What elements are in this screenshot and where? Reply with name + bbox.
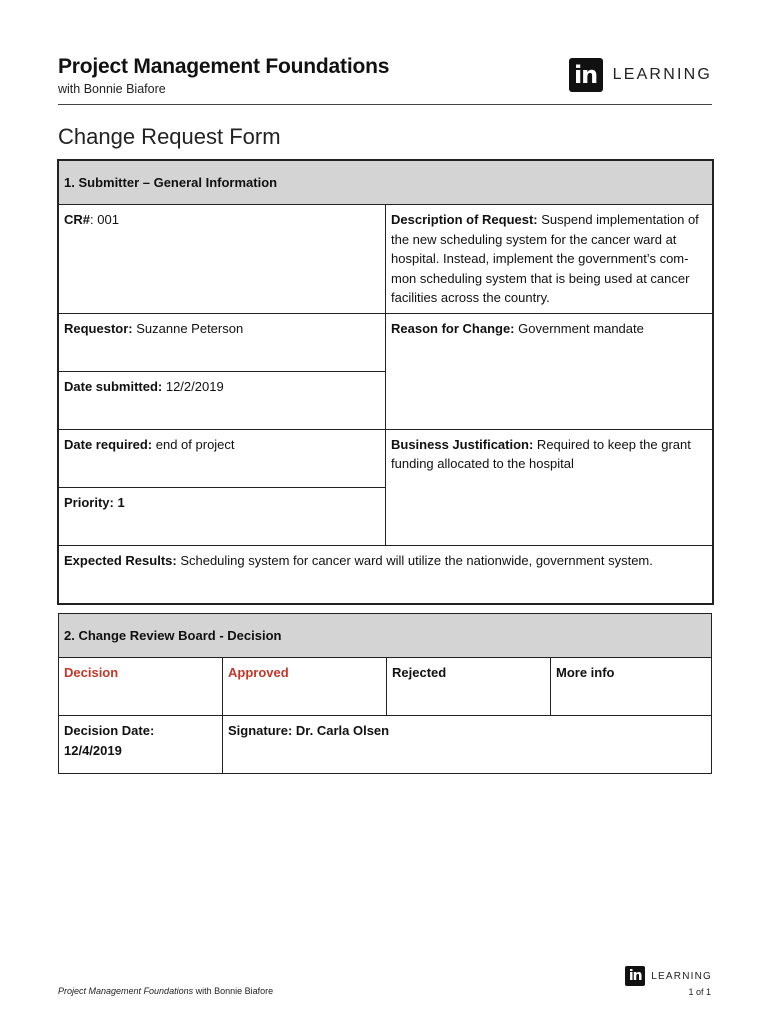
decision-label: Decision bbox=[64, 665, 119, 680]
description-cell bbox=[386, 205, 713, 314]
linkedin-footer-icon: in bbox=[625, 966, 645, 986]
date-required-value: end of project bbox=[152, 436, 235, 452]
course-title: Project Management Foundations bbox=[58, 55, 390, 78]
decision-date-cell bbox=[59, 716, 223, 774]
decision-date-value: 12/4/2019 bbox=[64, 742, 122, 758]
footer-author: with Bonnie Biafore bbox=[193, 986, 274, 996]
footer-logo-wordmark: LEARNING bbox=[651, 970, 712, 982]
approved-label: Approved bbox=[228, 665, 289, 680]
linkedin-icon: in bbox=[569, 58, 603, 92]
cr-value: : 001 bbox=[90, 212, 119, 227]
review-board-table bbox=[58, 613, 712, 774]
decision-cell bbox=[59, 658, 223, 716]
date-submitted-value: 12/2/2019 bbox=[162, 378, 224, 394]
priority-label: Priority: 1 bbox=[64, 494, 125, 510]
signature-cell bbox=[223, 716, 712, 774]
logo-wordmark: LEARNING bbox=[612, 66, 712, 83]
more-info-label: More info bbox=[556, 665, 615, 680]
description-value: Suspend implementation of the new scheduling system for the cancer ward at hospital. Instead, implement the government’s com-mon scheduling system that is being used at cancer facilities across the country. bbox=[391, 212, 699, 305]
reason-label: Reason for Change: bbox=[391, 320, 515, 336]
justification-label: Business Justification: bbox=[391, 436, 534, 452]
requestor-label: Requestor: bbox=[64, 320, 133, 336]
rejected-cell bbox=[387, 658, 551, 716]
date-required-label: Date required: bbox=[64, 436, 153, 452]
reason-value: Government mandate bbox=[514, 320, 644, 336]
more-info-cell bbox=[551, 658, 712, 716]
decision-date-label: Decision Date: bbox=[64, 723, 155, 738]
description-label: Description of Request: bbox=[391, 212, 538, 227]
date-required-cell bbox=[59, 429, 386, 487]
signature-label: Signature: Dr. Carla Olsen bbox=[228, 723, 390, 738]
approved-cell bbox=[223, 658, 387, 716]
expected-results-cell bbox=[59, 545, 713, 603]
justification-value: Required to keep the grant funding allocated to the hospital bbox=[391, 436, 691, 471]
page-number: 1 of 1 bbox=[688, 987, 711, 997]
rejected-label: Rejected bbox=[392, 665, 447, 680]
requestor-cell bbox=[59, 313, 386, 371]
reason-cell bbox=[386, 313, 713, 429]
date-submitted-cell bbox=[59, 371, 386, 429]
section2-heading: 2. Change Review Board - Decision bbox=[59, 614, 712, 658]
date-submitted-label: Date submitted: bbox=[64, 378, 163, 394]
priority-cell bbox=[59, 487, 386, 545]
expected-label: Expected Results: bbox=[64, 552, 177, 568]
form-title: Change Request Form bbox=[58, 124, 281, 149]
justification-cell bbox=[386, 429, 713, 545]
cr-number-cell bbox=[59, 205, 386, 314]
submitter-section-table bbox=[58, 160, 713, 604]
linkedin-learning-logo bbox=[569, 58, 712, 92]
page-header bbox=[58, 55, 712, 105]
expected-value: Scheduling system for cancer ward will utilize the nationwide, government system. bbox=[176, 552, 653, 568]
author-line: with Bonnie Biafore bbox=[58, 82, 166, 96]
footer-credit bbox=[58, 986, 273, 996]
requestor-value: Suzanne Peterson bbox=[132, 320, 244, 336]
cr-label: CR# bbox=[64, 212, 91, 227]
section1-heading: 1. Submitter – General Information bbox=[59, 161, 713, 205]
footer-course-title: Project Management Foundations bbox=[58, 986, 194, 996]
footer-logo bbox=[625, 966, 712, 986]
